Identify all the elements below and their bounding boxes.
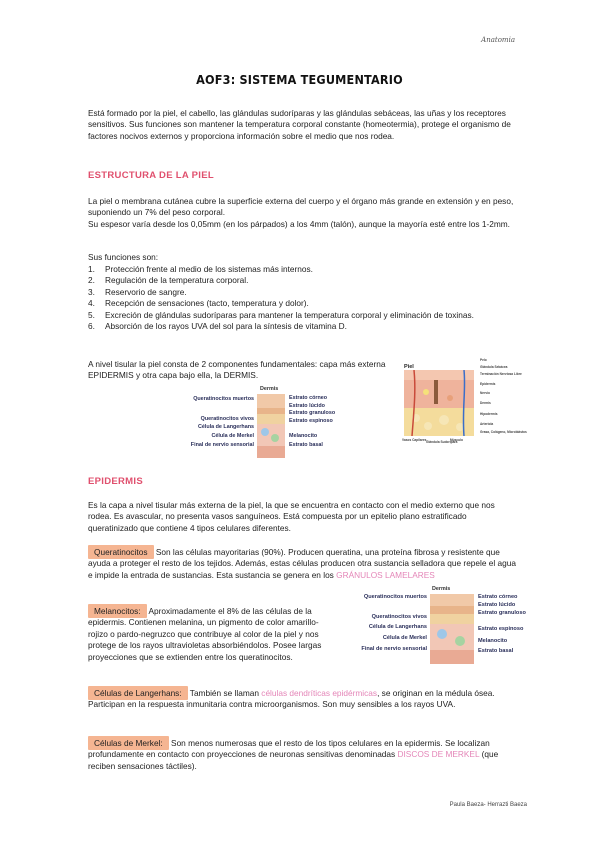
skin-structure-label: Grasa, Colágeno, Microbiástos [480, 430, 527, 434]
merkel-text-a: Son menos numerosas que el resto de los tipos celulares en la epidermis. Se localizan profundamente en contacto con proyecciones de neuronas sensitivas denominadas [88, 738, 490, 760]
melanocitos-label: Melanocitos: [88, 604, 147, 618]
function-item [88, 298, 518, 309]
melanocitos-text: Aproximadamente el 8% de las células de la epidermis. Contienen melanina, un pigmento de color amarillo-rojizo o pardo-negruzco que contribuye al color de la piel y nos protege de los rayos ultravioletas absorbiéndolos. Posee largas proyecciones que se extienden entre los queratinocitos. [88, 606, 322, 662]
epidermis-stratum-label: Estrato córneo [289, 395, 328, 401]
epidermis2-stratum-label: Estrato espinoso [478, 626, 524, 632]
function-item [88, 310, 518, 321]
epidermis2-cell-label: Queratinocitos muertos [363, 594, 427, 600]
epidermis2-stratum-label: Melanocito [478, 638, 508, 644]
function-item [88, 275, 518, 286]
function-number: 4. [88, 298, 95, 309]
granulos-lamelares: GRÁNULOS LAMELARES [336, 569, 435, 580]
estructura-p2: Su espesor varía desde los 0,05mm (en los párpados) a los 4mm (talón), aunque la mayoría esté entre los 1-2mm. [88, 218, 510, 229]
epidermis-cell-label: Célula de Merkel [211, 433, 254, 439]
epidermis2-cell-label: Queratinocitos vivos [371, 614, 427, 620]
section-heading-epidermis: EPIDERMIS [88, 476, 143, 487]
skin-cross-section-figure [400, 356, 530, 451]
function-number: 5. [88, 309, 95, 320]
melanocitos-paragraph [88, 606, 331, 663]
epidermis2-stratum-label: Estrato granuloso [478, 610, 526, 616]
epidermis2-stratum-label: Estrato lúcido [478, 602, 516, 608]
langerhans-text-a: También se llaman [189, 688, 259, 698]
estructura-paragraph [88, 196, 518, 230]
function-number: 3. [88, 286, 95, 297]
skin-structure-label: Nervio [480, 391, 490, 395]
epidermis2-cell-label: Final de nervio sensorial [361, 646, 427, 652]
skin-bottom-label: Músculo [450, 438, 463, 442]
skin-structure-label: Hipodermis [480, 412, 498, 416]
epidermis-layers-figure-2 [338, 586, 528, 666]
function-text: Regulación de la temperatura corporal. [105, 275, 249, 286]
functions-label: Sus funciones son: [88, 252, 159, 262]
epidermis-layers-illustration [257, 394, 285, 458]
epidermis-cell-label: Célula de Langerhans [197, 424, 254, 430]
page-title: AOF3: SISTEMA TEGUMENTARIO [196, 72, 403, 87]
header-tag: Anatomia [481, 36, 515, 44]
functions-list [88, 264, 518, 332]
skin-structure-label: Pelo [480, 358, 487, 362]
merkel-paragraph [88, 738, 518, 772]
function-text: Reservorio de sangre. [105, 286, 187, 297]
skin-bottom-label: Vasos Capilares [402, 438, 427, 442]
function-item [88, 321, 518, 332]
function-item [88, 287, 518, 298]
epidermis-stratum-label: Estrato basal [289, 442, 323, 448]
skin-structure-label: Arteriola [480, 422, 494, 426]
epidermis-stratum-label: Melanocito [289, 433, 318, 439]
epidermis2-stratum-label: Estrato córneo [478, 594, 518, 600]
skin-structure-label: Dermis [480, 401, 491, 405]
function-item [88, 264, 518, 275]
discos-de-merkel: DISCOS DE MERKEL [397, 749, 480, 760]
langerhans-label: Células de Langerhans: [88, 686, 188, 700]
epidermis-layers-figure [162, 386, 382, 461]
celulas-dendriticas: células dendríticas epidérmicas [261, 688, 378, 698]
function-number: 6. [88, 321, 95, 332]
langerhans-text-b: , se originan en la médula ósea. Participan en la respuesta inmunitaria contra microorganismos. Son muy sensibles a los rayos UVA. [88, 688, 495, 710]
function-number: 2. [88, 275, 95, 286]
epidermis2-cell-label: Célula de Merkel [382, 635, 427, 641]
section-heading-estructura: ESTRUCTURA DE LA PIEL [88, 170, 214, 181]
function-text: Recepción de sensaciones (tacto, temperatura y dolor). [105, 298, 309, 309]
merkel-text-b: (que reciben sensaciones táctiles). [88, 749, 499, 771]
epidermis-layers-illustration-2 [430, 594, 474, 664]
queratinocitos-paragraph [88, 547, 518, 581]
estructura-p1: La piel o membrana cutánea cubre la superficie externa del cuerpo y el órgano más grande en extensión y en peso, suponiendo un 7% del peso corporal. [88, 196, 514, 218]
function-text: Protección frente al medio de los sistemas más internos. [105, 264, 313, 274]
intro-paragraph: Está formado por la piel, el cabello, las glándulas sudoríparas y las glándulas sebáceas, las uñas y los receptores sensitivos. Sus funciones son mantener la temperatura corporal constante (homeotermia), protege el organismo de factores nocivos externos y proporciona información sobre el medio que nos rodea. [88, 108, 511, 141]
skin-structure-label: Glándula Sebácea [480, 365, 508, 369]
figure-dermis-label: Dermis [260, 386, 279, 392]
epidermis-intro: Es la capa a nivel tisular más externa de la piel, la que se encuentra en contacto con el medio externo que nos rodea. Es avascular, no presenta vasos sanguíneos. Está compuesta por un epitelio plano estratificado queratinizado que contiene 4 tipos celulares diferentes. [88, 500, 495, 533]
epidermis-stratum-label: Estrato lúcido [289, 403, 325, 409]
skin-illustration [404, 370, 474, 436]
epidermis-cell-label: Final de nervio sensorial [190, 442, 254, 448]
queratinocitos-label: Queratinocitos [88, 545, 154, 559]
epidermis-stratum-label: Estrato espinoso [289, 418, 333, 424]
epidermis2-cell-label: Célula de Langerhans [368, 624, 427, 630]
epidermis-cell-label: Queratinocitos vivos [200, 416, 254, 422]
skin-structure-label: Epidermis [480, 382, 496, 386]
skin-bottom-label: Glándula Sudorípara [426, 440, 458, 444]
tisular-paragraph: A nivel tisular la piel consta de 2 componentes fundamentales: capa más externa EPIDERMIS y otra capa bajo ella, la DERMIS. [88, 359, 386, 381]
footer-author: Paula Baeza- Herrazti Baeza [449, 802, 527, 808]
skin-figure-title: Piel [404, 364, 414, 370]
epidermis2-stratum-label: Estrato basal [478, 648, 514, 654]
queratinocitos-text: Son las células mayoritarias (90%). Producen queratina, una proteína fibrosa y resistente que ayuda a proteger el resto de los tejidos. Además, estas células producen otra sustancia selladora que repele el agua e impide la entrada de sustancias. Esta sustancia se genera en los [88, 547, 517, 580]
langerhans-paragraph [88, 688, 518, 711]
figure2-dermis-label: Dermis [432, 586, 451, 592]
function-number: 1. [88, 264, 95, 274]
merkel-label: Células de Merkel: [88, 736, 169, 750]
function-text: Excreción de glándulas sudoríparas para mantener la temperatura corporal y eliminación de toxinas. [105, 309, 474, 320]
epidermis-stratum-label: Estrato granuloso [289, 410, 336, 416]
function-text: Absorción de los rayos UVA del sol para la síntesis de vitamina D. [105, 321, 347, 332]
skin-structure-label: Terminación Nerviosa Libre [480, 372, 522, 376]
epidermis-cell-label: Queratinocitos muertos [193, 396, 254, 402]
